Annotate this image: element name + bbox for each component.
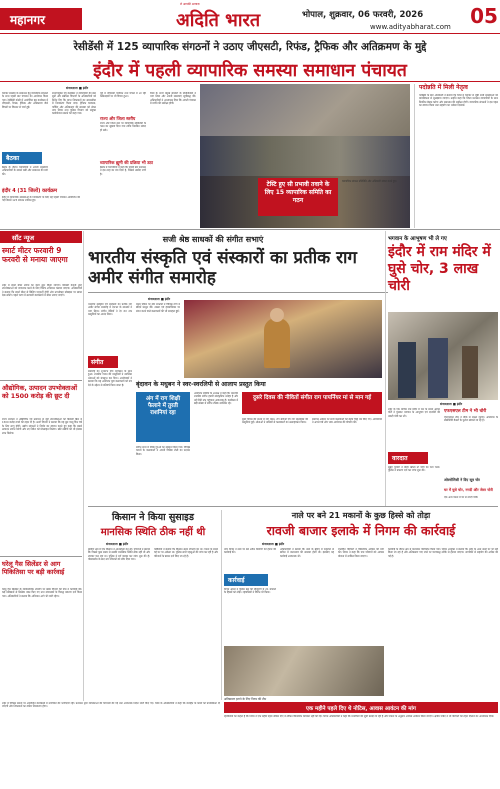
music-body-col1b: समारोह का शुभारंभ दीप प्रज्वलन के साथ हुआ। शास्त्रीय गायन की प्रस्तुतियों ने उपस्थित श्रोताओं को मंत्रमुग्ध कर दिया। आयोजकों ने बताया कि यह आयोजन युवा कलाकारों को मंच देने के उद्देश्य से प्रतिवर्ष किया जाता है। <box>88 370 132 387</box>
newspaper-logo <box>176 2 286 32</box>
right-tag: वारदात <box>388 452 428 464</box>
bottom-right-body-col4: कार्रवाई के दौरान क्षेत्र में यातायात परिवर्तित किया गया। निगम आयुक्त ने बताया कि शहर के अन्य नालों पर भी सर्वे किया जा रहा है और अतिक्रमण पाए जाने पर चरणबद्ध तरीके से हटाया जाएगा। नागरिकों से सहयोग की अपील की गई है। <box>388 548 498 558</box>
bottom-footer-strip: एक महीने पहले दिए थे नोटिस, आवास आवंटन की मांग <box>224 702 498 713</box>
divider <box>0 229 500 230</box>
right-box-title: एफएसएल टीम ने भी चोरी <box>444 409 487 414</box>
lead-kicker: रेसीडेंसी में 125 व्यापारिक संगठनों ने उठाए जीएसटी, रिफंड, ट्रैफिक और अतिक्रमण के मुद्दे <box>73 41 427 53</box>
bottom-right-body-col1: नगर निगम ने नाले पर बने अवैध निर्माणों को हटाने की कार्रवाई की। <box>224 548 276 555</box>
music-body-col2: प्रथम दिवस पर स्वर साधकों ने विभिन्न रागों में बंदिशें प्रस्तुत कीं। तबला एवं हारमोनियम पर संगत करने वाले कलाकारों की भी सराहना हुई। <box>136 303 180 313</box>
lead-dateline: संवाददाता ■ इंदौर <box>66 86 89 90</box>
music-body-col2b: संगीत सभा में वरिष्ठ गुरुओं का सम्मान किया गया। विभिन्न घरानों के कलाकारों ने अपनी विशिष्ट शैली का प्रदर्शन किया। <box>136 446 190 456</box>
bottom-left-body-col2: पड़ोसियों ने बताया कि किसान सरल स्वभाव का था। घटना के समय वह घर पर अकेला था। पुलिस सभी पहलुओं की जांच कर रही है और परिजनों के बयान दर्ज किए जा रहे हैं। <box>154 548 218 558</box>
bottom-photo <box>224 646 384 696</box>
right-body-col1: शहर के एक प्राचीन राम मंदिर में रात के समय अज्ञात चोरों ने घुसकर भगवान के आभूषण एवं दानपेटी की नकदी चोरी कर ली। <box>388 408 440 418</box>
bottom-left-kicker: किसान ने किया सुसाइड <box>112 512 194 523</box>
left-col-tag: सॉट न्यूज <box>0 231 82 243</box>
logo-tagline: ले आपकी आवाज़ <box>180 2 200 6</box>
bottom-photo-caption: अतिक्रमण हटाने के लिए निगम की टीम <box>224 697 267 701</box>
lead-body-col3: पूर्व में जीएसटी पंजीयन तथा रिफंड में आ रही कठिनाइयों पर भी विचार हुआ। <box>100 92 146 99</box>
left-story1-body: शहर में स्मार्ट मीटर लगाने का कार्य शुरू किया जाएगा। बिजली कंपनी द्वारा उपभोक्ताओं को जागरूक करने के लिए विशेष अभियान चलाया जाएगा। अधिकारियों ने बताया कि स्मार्ट मीटर से बिलिंग पारदर्शी होगी और उपभोक्ता मोबाइल पर खपत देख सकेंगे। पहले चरण में सरकारी कार्यालयों में मीटर लगाए जाएंगे। <box>2 284 82 298</box>
music-body-col5: समापन अवसर पर सभी कलाकारों को स्मृति चिह्न भेंट किए गए। आयोजकों ने अगले वर्ष और भव्य आयोजन की घोषणा की। <box>312 418 382 425</box>
bottom-right-tag: कार्रवाई <box>224 574 268 586</box>
right-photo <box>388 312 498 400</box>
lead-photo-overlay: टेस्टि हुए सी प्रभावी तवाने के लिए 15 व्यापारिक समिति का गठन <box>258 178 338 216</box>
right-body-col2: एफएसएल टीम ने मौके से साक्ष्य जुटाए। आसपास के सीसीटीवी कैमरों के फुटेज खंगाले जा रहे हैं। <box>444 416 498 423</box>
lead-body-col4: जिले के सभी प्रमुख बाजारों के प्रतिनिधियों ने भाग लिया और अपनी समस्याएं सूचीबद्ध कीं। अधिकारियों ने आश्वासन दिया कि अगली पंचायत में प्रगति की समीक्षा होगी। <box>150 92 196 106</box>
issue-date: भोपाल, शुक्रवार, 06 फरवरी, 2026 <box>302 10 424 20</box>
bottom-left-headline: मानसिक स्थिति ठीक नहीं थी <box>100 527 206 538</box>
lead-tag: बैठका <box>2 152 42 164</box>
music-box2: दुसरे दिवस की नीवितों संगीत राग पापर्नियर मां से मान गई <box>242 392 382 414</box>
side-box-title: पदोन्नति में मिली नेतृत्व <box>419 84 468 91</box>
bottom-left-body-extra: शहर में विभिन्न स्थानों पर आयोजित कार्यक्रमों में नागरिकों की भागीदारी रही। प्रशासन द्वारा व्यवस्थाओं की निगरानी की गई तथा आवश्यक निर्देश जारी किए गए। जिले के अधिकारियों ने कहा कि जनहित के कार्यों को प्राथमिकता दी जाएगी और शिकायतों का त्वरित निराकरण होगा। <box>2 702 220 709</box>
music-body-col1: भारतीय संस्कृति एवं संस्कारों का प्रतीक राग अमीर संगीत समारोह में देशभर के साधकों ने भाग लिया। संगीत प्रेमियों ने देर रात तक प्रस्तुतियों का आनंद लिया। <box>88 303 132 317</box>
bottom-right-dateline: संवाददाता ■ इंदौर <box>262 542 285 546</box>
music-box1: अंग में राग शिक्षी फैलाने में तुरती राशनियां रहा <box>136 392 190 442</box>
right-headline: इंदौर में राम मंदिर में घुसे चोर, 3 लाख चोरी <box>388 244 491 294</box>
divider <box>0 81 500 82</box>
bottom-footer-body: रहवासियों का कहना है कि निगम ने एक महीने पहले नोटिस दिए थे लेकिन वैकल्पिक व्यवस्था नहीं की गई। निगम अधिकारियों ने कहा कि प्रभावितों की सूची बनाई जा रही है और पात्रता के अनुसार आवास आवंटन किया जाएगा। क्षेत्रीय पार्षद ने भी परिवारों को राहत दिलाने का आश्वासन दिया। <box>224 715 495 718</box>
left-story2-title: औद्योगिक, उत्पादन उपभोक्ताओं को 1500 करोड़ की छूट दी <box>2 384 78 400</box>
right-body-col2b: एक अन्य घटना में घर से नगदी चोरी। <box>444 496 479 499</box>
left-story3-body: घरेलू गैस सिलेंडर के व्यावसायिक उपयोग पर खाद्य विभाग की टीम ने कार्रवाई की। कई प्रतिष्ठानों से सिलेंडर जब्त किए गए तथा संचालकों के विरुद्ध प्रकरण दर्ज किया गया। अधिकारियों ने बताया कि अभियान आगे भी जारी रहेगा। <box>2 588 82 598</box>
music-dateline: संवाददाता ■ इंदौर <box>148 297 171 301</box>
lead-body-col1b: बैठक के दौरान व्यापारियों ने अपनी समस्याएं अधिकारियों के सामने रखीं और समाधान की मांग की। <box>2 166 48 176</box>
right-subhead-2: घर में घुसे चोर, नगदी और जेवर चोरी <box>444 488 493 492</box>
lead-body-col3b: राज्य और जिला स्तर पर व्यापारिक समितियों के गठन का सुझाव दिया गया ताकि नियमित संवाद हो सके। <box>100 122 146 132</box>
bottom-right-body-col2: अधिकारियों ने बताया कि नाले के बहाव में रुकावट से बारिश में जलभराव की समस्या होती थी। इसलिए यह कार्रवाई आवश्यक थी। <box>280 548 334 558</box>
logo-text: अदिति भारत <box>176 10 261 31</box>
bottom-right-headline: रावजी बाजार इलाके में निगम की कार्रवाई <box>266 523 456 538</box>
right-kicker: भगवान के आभूषण भी ले गए <box>388 236 447 242</box>
music-photo-caption: बृंदावन के मधुबन ने स्वर-स्वरलिपी से आलाप प्रस्तुत किया <box>136 381 266 388</box>
left-story2-body: राज्य सरकार ने औद्योगिक एवं उत्पादन से जुड़े उपभोक्ताओं को बिजली बिल में 1500 करोड़ रुपये की राहत दी है। ऊर्जा विभाग ने बताया कि यह छूट चालू वित्त वर्ष के लिए लागू होगी। उद्योग संगठनों ने निर्णय का स्वागत करते हुए कहा कि इससे उत्पादन लागत घटेगी और नए निवेश को प्रोत्साहन मिलेगा। छोटे उद्योगों को भी इसका लाभ मिलेगा। <box>2 418 82 435</box>
music-kicker: सजी श्रेष्ठ साधकों की संगीत सभाएं <box>162 235 264 244</box>
left-story1-title: स्मार्ट मीटर फरवारी 9 फरवरी से मनाया जाएगा <box>2 246 68 264</box>
page-number: 05 <box>470 4 498 28</box>
right-subhead-1: ओरमोलिसी ने दिए सूत्र चोर <box>444 478 480 482</box>
side-box-body: पदोन्नति के बाद अधिकारी ने बताया कि जिले में व्यापार से जुड़ी सभी समस्याओं को प्राथमिकता से सुलझाया जाएगा। उन्होंने कहा कि जिला प्रशासन व्यापारियों के साथ नियमित बैठक करेगा और समाधान की समीक्षा होगी। व्यापारिक संगठनों ने इस पहल का स्वागत किया तथा सहयोग का भरोसा दिलाया। <box>419 94 498 108</box>
lead-side-box <box>414 84 498 228</box>
bottom-right-kicker: नाले पर बने 21 मकानों के कुछ हिस्से को तोड़ा <box>291 511 431 520</box>
lead-note: इंदौर 4 (31 जिलों) कार्यक्रम <box>2 188 57 194</box>
music-photo <box>184 300 382 378</box>
music-body-col3: आयोजन समिति के अध्यक्ष ने कहा कि भारतीय शास्त्रीय संगीत हमारी सांस्कृतिक धरोहर है और नई पीढ़ी तक पहुंचाना आवश्यक है। कार्यक्रम में बड़ी संख्या में संगीत रसिक उपस्थित रहे। <box>194 392 238 406</box>
lead-photo-caption: व्यापारिक संगठन प्रतिनिधि और अधिकारी संवाद करते हुए। <box>342 180 397 183</box>
lead-headline: इंदौर में पहली व्यापारिक समस्या समाधान पंचायत <box>93 61 407 81</box>
bottom-left-body-col1: ग्रामीण क्षेत्र में एक किसान ने आत्महत्या कर ली। परिजनों ने बताया कि पिछले कुछ समय से उसकी मानसिक स्थिति ठीक नहीं थी और उपचार चल रहा था। पुलिस ने मर्ग कायम कर जांच शुरू की है। पोस्टमार्टम के बाद शव परिजनों को सौंप दिया गया। <box>88 548 150 562</box>
lead-body-col1: व्यापार समस्या के समाधान हेतु व्यापारिक संगठनों के साथ पहली बार पंचायत का आयोजन किया गया। रेसीडेंसी कोठी में आयोजित इस कार्यक्रम में जीएसटी, रिफंड, ट्रैफिक और अतिक्रमण जैसे विषयों पर विस्तार से चर्चा हुई। <box>2 92 48 109</box>
music-tag: संगीत <box>88 356 118 368</box>
music-body-col4: दूसरे दिवस की संध्या में राग यमन, राग बागेश्री एवं राग मालकौंस की प्रस्तुतियां हुईं। श्रोताओं ने तालियों से कलाकारों का उत्साहवर्धन किया। <box>242 418 308 425</box>
bottom-right-body-col1b: निगम अमले ने पुलिस बल की मौजूदगी में 21 मकानों के हिस्सों को तोड़ा। रहवासियों ने विरोध भी किया। <box>224 588 276 595</box>
lead-subhead-1: राज्य और जिला स्तरीय <box>100 116 136 121</box>
lead-body-col3c: बैठक में व्यापारियों ने कहा कि पहली बार प्रशासन ने इस तरह का मंच दिया है, जिससे उम्मीद जगी है। <box>100 166 146 176</box>
section-label: महानगर <box>0 8 82 30</box>
lead-subhead-2: व्यापारिक ह्यूमी की प्रक्रिया भी उठा <box>100 160 153 165</box>
website-link[interactable]: www.adityabharat.com <box>370 23 451 31</box>
bottom-right-body-col3: प्रभावित परिवारों ने वैकल्पिक आवास की मांग की। निगम ने कहा कि पात्र परिवारों को आवास योजना में शामिल किया जाएगा। <box>338 548 384 558</box>
left-story3-title: घरेलू गैस सिलेंडर से आग पिकितिसा पर बड़ी कार्रवाई <box>2 560 65 576</box>
right-body-col1b: सुबह पुजारी ने मंदिर खोला तो चोरी का पता चला। पुलिस ने प्रकरण दर्ज कर जांच शुरू की। <box>388 466 440 473</box>
right-dateline: संवाददाता ■ इंदौर <box>440 402 463 406</box>
lead-body-col1c: इंदौर में व्यापारिक समस्याओं के निराकरण के लिए यह पहली पंचायत आयोजित की गई जिसमें 125 संगठन शामिल हुए। <box>2 196 80 203</box>
bottom-left-dateline: संवाददाता ■ इंदौर <box>106 542 129 546</box>
music-headline: भारतीय संस्कृति एवं संस्कारों का प्रतीक राग अमीर संगीत समारोह <box>88 248 358 288</box>
lead-body-col2: संभागायुक्त एवं कलेक्टर ने व्यापारियों की बात सुनी और संबंधित विभागों के अधिकारियों को निर्देश दिए कि प्राप्त शिकायतों का समयसीमा में निराकरण किया जाए। ट्रैफिक व्यवस्था, पार्किंग और अतिक्रमण की समस्या को लेकर नगर निगम तथा पुलिस विभाग को संयुक्त कार्ययोजना बनाने को कहा गया। <box>52 92 96 116</box>
